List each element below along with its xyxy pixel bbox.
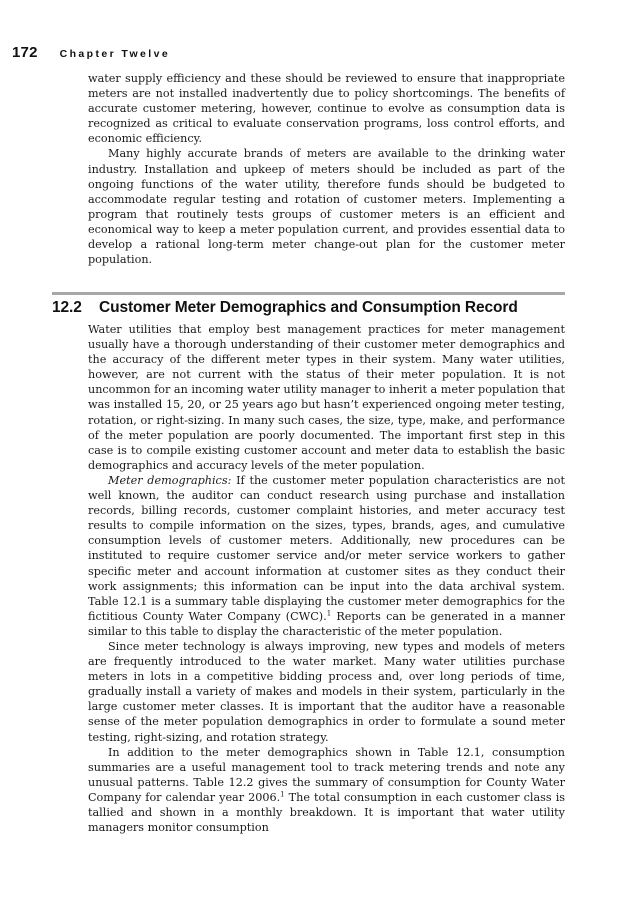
reference-marker: 1 bbox=[326, 609, 332, 618]
reference-marker: 1 bbox=[280, 790, 285, 799]
section-body bbox=[88, 322, 565, 835]
paragraph: Since meter technology is always improving, new types and models of meters are frequently introduced to the water market. Many water utilities purchase meters in lots in a competitive bidding process and, over long periods of time, gradually install a variety of makes and models in their system, particularly in the large customer meter classes. It is important that the auditor have a reasonable sense of the meter population demographics in order to formulate a sound meter testing, right-sizing, and rotation strategy. bbox=[88, 639, 565, 744]
top-text-block bbox=[88, 71, 565, 267]
running-header bbox=[12, 44, 170, 61]
paragraph: In addition to the meter demographics shown in Table 12.1, consumption summaries are a useful management tool to track metering trends and note any unusual patterns. Table 12.2 gives the summary of consumption for County Water Company for calendar year 2006.$^1$ The total consumption in each customer class is tallied and shown in a monthly breakdown. It is important that water utility managers monitor consumption bbox=[88, 745, 566, 835]
paragraph: Many highly accurate brands of meters are available to the drinking water industry. Installation and upkeep of meters should be included as part of the ongoing functions of the water utility, therefore funds should be budgeted to accommodate regular testing and rotation of customer meters. Implementing a program that routinely tests groups of customer meters is an efficient and economical way to keep a meter population current, and provides essential data to develop a rational long-term meter change-out plan for the customer meter population. bbox=[88, 147, 565, 267]
section-title-text: Customer Meter Demographics and Consumption Record bbox=[99, 299, 518, 316]
section-heading bbox=[52, 299, 572, 317]
chapter-title: Chapter Twelve bbox=[59, 48, 171, 60]
paragraph: Meter demographics: If the customer meter population characteristics are not well known, the auditor can conduct research using purchase and installation records, billing records, customer complaint histories, and meter accuracy test results to compile information on the sizes, types, brands, ages, and cumulative consumption levels of customer meters. Additionally, new procedures can be instituted to require customer service and/or meter service workers to gather specific meter and account information at customer sites as they conduct their work assignments; this information can be input into the data archival system. Table 12.1 is a summary table displaying the customer meter demographics for the fictitious County Water Company (CWC).$^1$ Reports can be generated in a manner similar to this table to display the characteristic of the meter population. bbox=[88, 473, 566, 638]
paragraph: Water utilities that employ best management practices for meter management usually have a thorough understanding of their customer meter demographics and the accuracy of the different meter types in their system. Many water utilities, however, are not current with the status of their meter population. It is not uncommon for an incoming water utility manager to inherit a meter population that was installed 15, 20, or 25 years ago but hasn’t experienced ongoing meter testing, rotation, or right-sizing. In many such cases, the size, type, make, and performance of the meter population are poorly documented. The important first step in this case is to compile existing customer account and meter data to establish the basic demographics and accuracy levels of the meter population. bbox=[88, 323, 565, 472]
paragraph: water supply efficiency and these should be reviewed to ensure that inappropriate meters are not installed inadvertently due to policy shortcomings. The benefits of accurate customer metering, however, continue to evolve as consumption data is recognized as critical to evaluate conservation programs, loss control efforts, and economic efficiency. bbox=[88, 72, 565, 146]
page-number: 172 bbox=[12, 44, 38, 61]
section-number: 12.2 bbox=[52, 299, 82, 316]
section-divider bbox=[52, 292, 565, 295]
run-in-heading: Meter demographics: bbox=[108, 473, 232, 487]
